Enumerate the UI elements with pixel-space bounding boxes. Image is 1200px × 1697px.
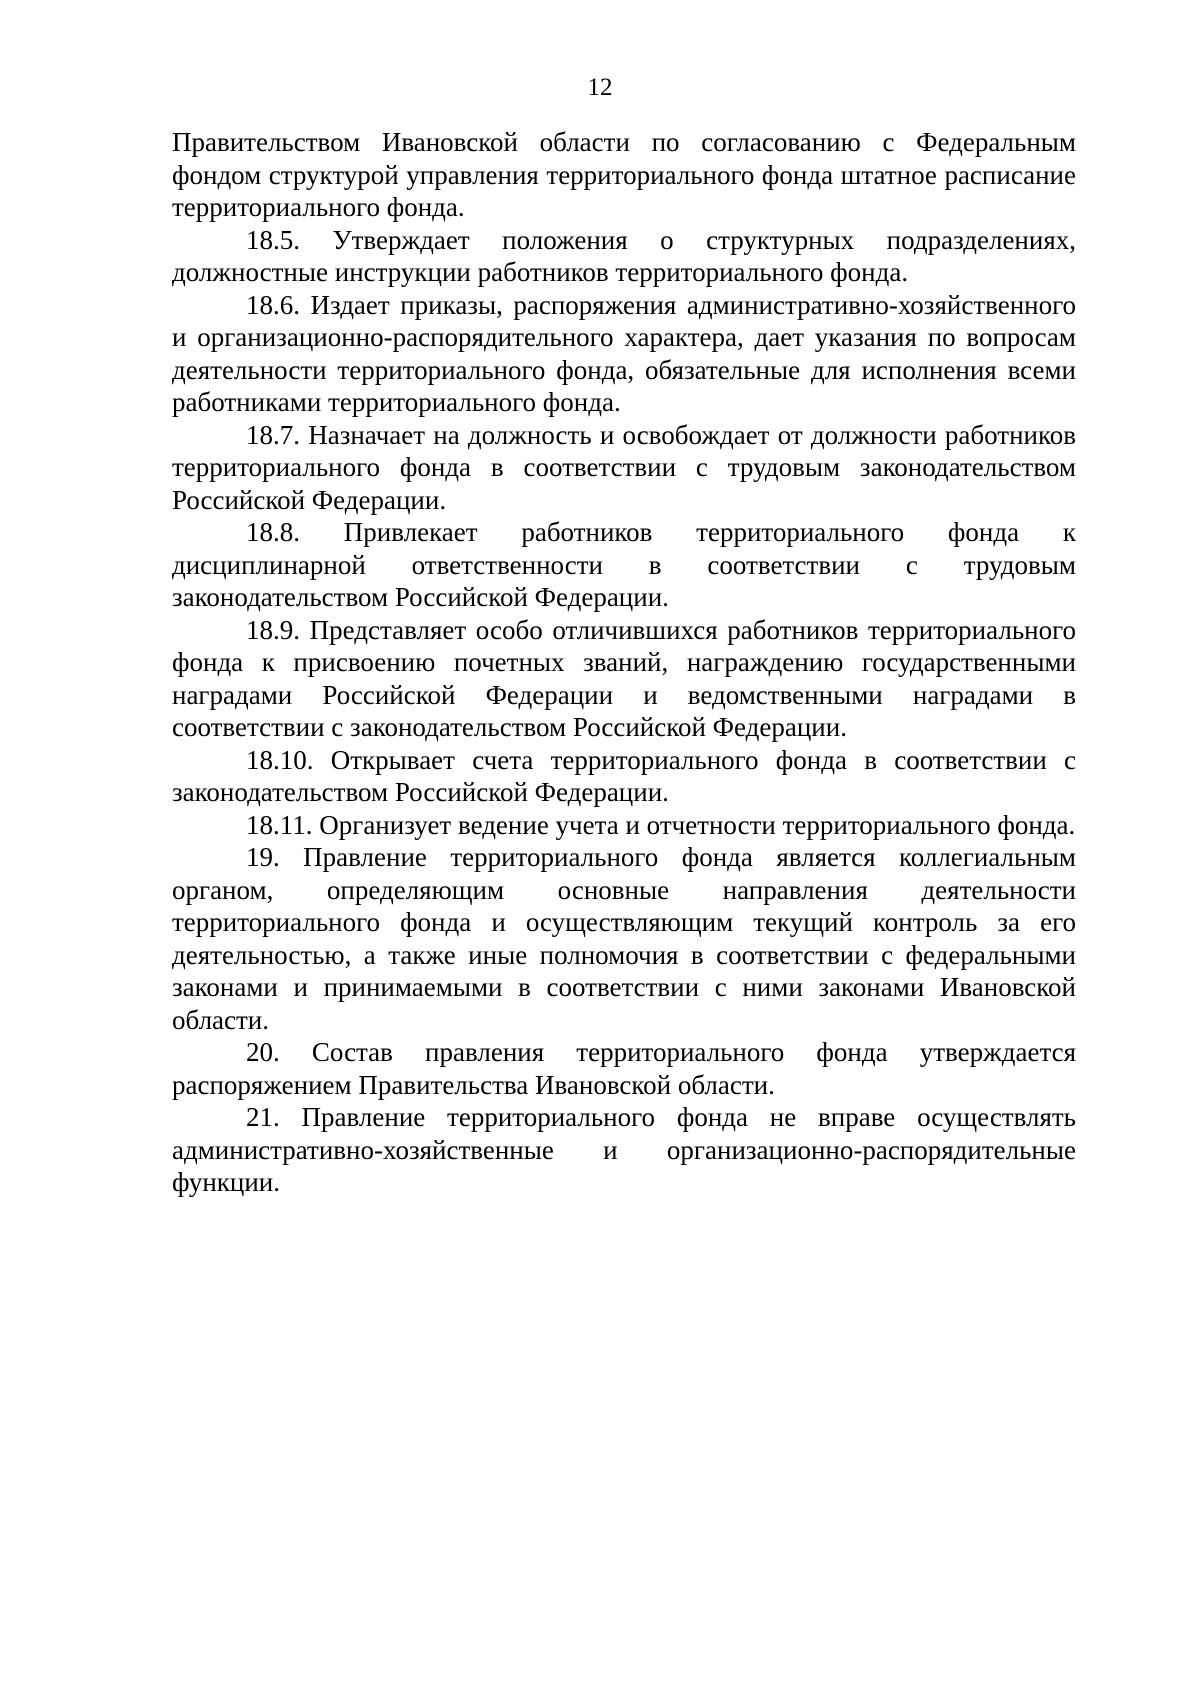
paragraph-18-9: 18.9. Представляет особо отличившихся работников территориального фонда к присвоению почетных званий, награждению государственными наградами Российской Федерации и ведомственными наградами в соответствии с законодательством Российской Федерации.: [172, 614, 1076, 742]
paragraph-18-11: 18.11. Организует ведение учета и отчетности территориального фонда.: [246, 809, 1076, 840]
paragraph-21: 21. Правление территориального фонда не вправе осуществлять административно-хозяйственные и организационно-распорядительные функции.: [172, 1102, 1076, 1197]
paragraph-18-5: 18.5. Утверждает положения о структурных подразделениях, должностные инструкции работников территориального фонда.: [172, 224, 1076, 287]
page-number: 12: [587, 74, 613, 101]
paragraph-18-10: 18.10. Открывает счета территориального фонда в соответствии с законодательством Российской Федерации.: [172, 744, 1076, 807]
paragraph-18-7: 18.7. Назначает на должность и освобождает от должности работников территориального фонда в соответствии с трудовым законодательством Российской Федерации.: [172, 419, 1076, 515]
paragraph-20: 20. Состав правления территориального фонда утверждается распоряжением Правительства Ивановской области.: [172, 1037, 1076, 1100]
paragraph-19: 19. Правление территориального фонда является коллегиальным органом, определяющим основные направления деятельности территориального фонда и осуществляющим текущий контроль за его деятельностью, а также иные полномочия в соответствии с федеральными законами и принимаемыми в соответствии с ними законами Ивановской области.: [172, 842, 1076, 1035]
document-body: [172, 126, 1076, 1199]
paragraph-continuation: Правительством Ивановской области по согласованию с Федеральным фондом структурой управления территориального фонда штатное расписание территориального фонда.: [172, 127, 1076, 222]
paragraph-18-8: 18.8. Привлекает работников территориального фонда к дисциплинарной ответственности в соответствии с трудовым законодательством Российской Федерации.: [172, 517, 1076, 612]
paragraph-18-6: 18.6. Издает приказы, распоряжения административно-хозяйственного и организационно-распорядительного характера, дает указания по вопросам деятельности территориального фонда, обязательные для исполнения всеми работниками территориального фонда.: [172, 289, 1076, 417]
